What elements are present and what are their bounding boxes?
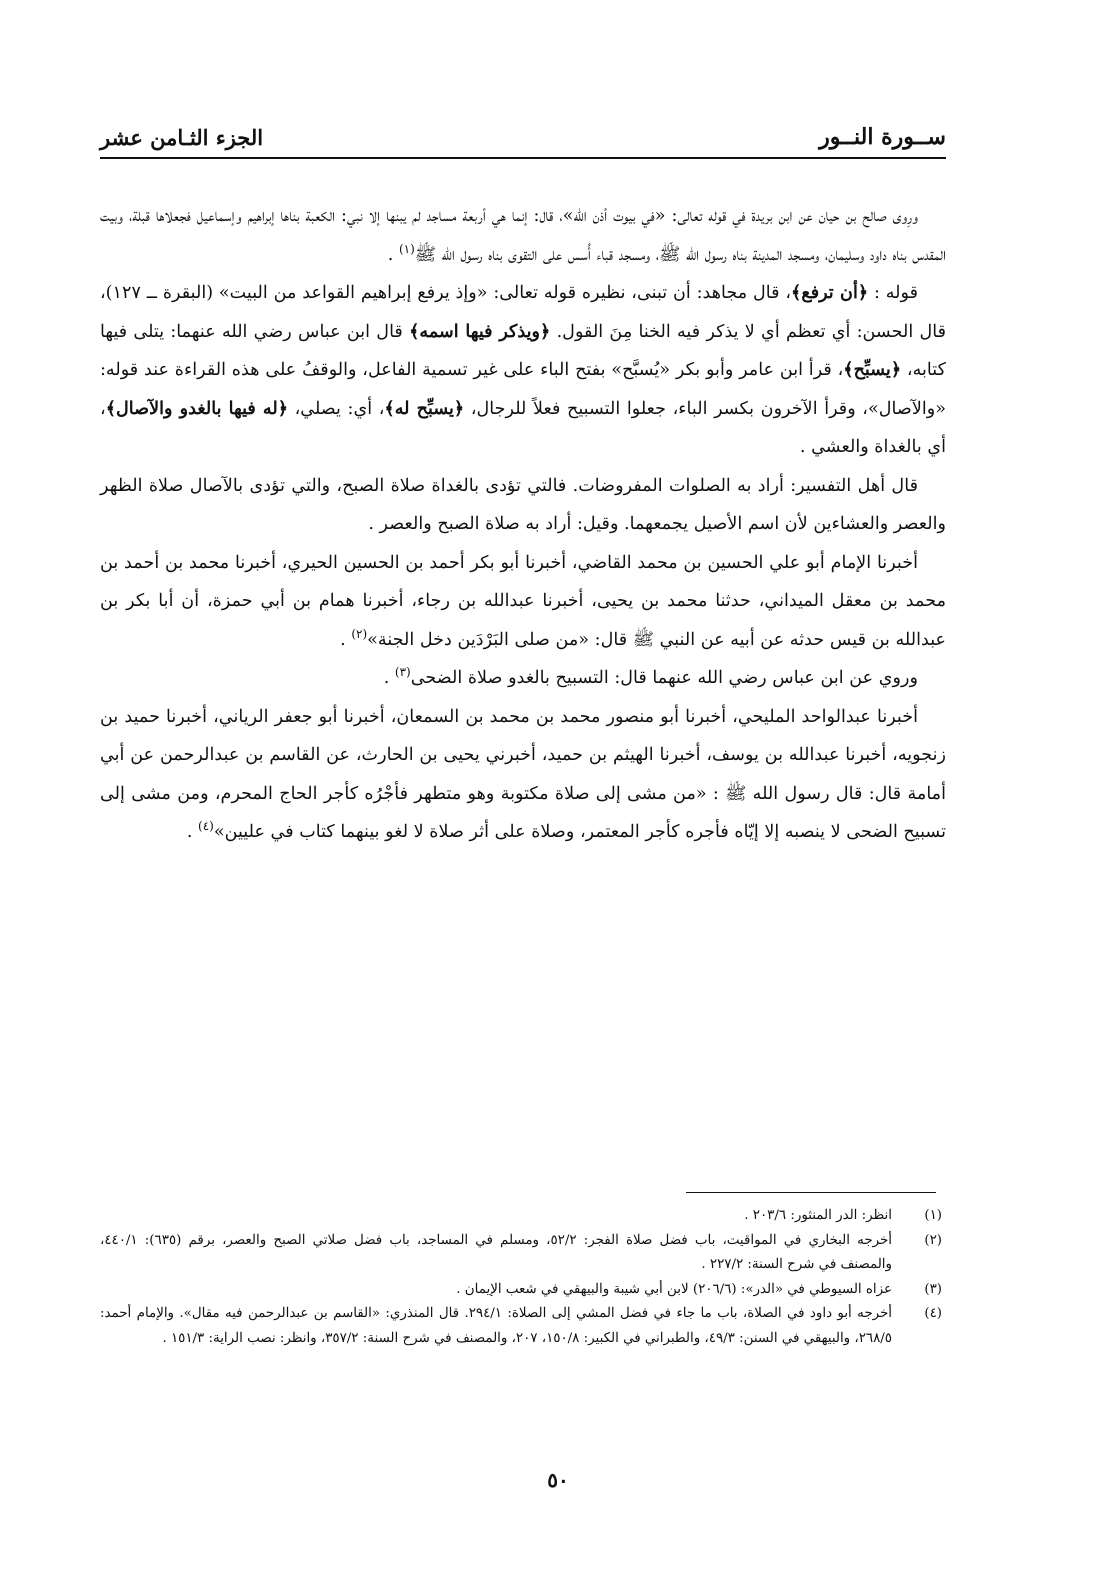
footnote-ref: (٢) — [351, 626, 368, 641]
footnote-3 — [100, 1278, 946, 1303]
text-run: ، قال مجاهد: أن تبنى، نظيره قوله تعالى: «وإذ يرفع إبراهيم القواعد من البيت» (البقرة ــ ١٢٧)، قال الحسن: أي تعظم أي لا يذكر فيه الخنا مِنَ القول. — [100, 283, 946, 342]
footnote-number: (٤) — [924, 1306, 942, 1321]
text-run: وروي عن ابن عباس رضي الله عنهما قال: التسبيح بالغدو صلاة الضحى — [410, 668, 918, 688]
part-title: الجزء الثـامن عشر — [100, 125, 264, 150]
surah-title: ســورة النــور — [819, 124, 946, 150]
text-run: . — [186, 822, 199, 842]
text-run: قوله : — [868, 283, 919, 303]
footnote-ref: (٤) — [198, 819, 214, 834]
text-run: ، أي بالغداة والعشي . — [100, 398, 946, 457]
text-run: . — [383, 668, 395, 688]
paragraph-1 — [100, 197, 946, 274]
footnote-text: عزاه السيوطي في «الدر»: (٢٠٦/٦) لابن أبي شيبة والبيهقي في شعب الإيمان . — [456, 1281, 892, 1297]
footnote-text: انظر: الدر المنثور: ٢٠٣/٦ . — [744, 1208, 892, 1223]
text-run: . — [387, 244, 399, 265]
text-run: أخبرنا عبدالواحد المليحي، أخبرنا أبو منصور محمد بن محمد بن السمعان، أخبرنا أبو جعفر الرياني، أخبرنا حميد بن زنجويه، أخبرنا عبدالله بن يوسف، أخبرنا الهيثم بن حميد، أخبرني يحيى بن الحارث، عن القاسم بن عبدالرحمن عن أبي أمامة قال: قال رسول الله ﷺ : «من مشى إلى صلاة مكتوبة وهو متطهر فأجْرُه كأجر الحاج المحرم، ومن مشى إلى تسبيح الضحى لا ينصبه إلا إيّاه فأجره كأجر المعتمر، وصلاة على أثر صلاة لا لغو بينهما كتاب في عليين» — [100, 706, 946, 842]
text-run: ، أي: يصلي، — [288, 398, 385, 419]
paragraph-5 — [100, 659, 946, 698]
footnote-ref: (١) — [398, 241, 415, 256]
page-header — [100, 100, 946, 150]
footnote-text: أخرجه البخاري في المواقيت، باب فضل صلاة الفجر: ٥٢/٢، ومسلم في المساجد، باب فضل صلاتي الصبح والعصر، برقم (٦٣٥): ٤٤٠/١، والمصنف في شرح السنة: ٢٢٧/٢ . — [100, 1232, 892, 1272]
text-run: أخبرنا الإمام أبو علي الحسين بن محمد القاضي، أخبرنا أبو بكر أحمد بن الحسين الحيري، أخبرنا محمد بن أحمد بن محمد بن معقل الميداني، حدثنا محمد بن يحيى، أخبرنا عبدالله بن رجاء، أخبرنا همام بن أبي حمزة، أن أبا بكر بن عبدالله بن قيس حدثه عن أبيه عن النبي ﷺ قال: «من صلى البَرْدَين دخل الجنة» — [100, 552, 946, 650]
text-run: قال ابن عباس رضي الله عنهما: يتلى فيها كتابه، — [100, 321, 946, 380]
quran-phrase: ﴿له فيها بالغدو والآصال﴾ — [105, 397, 289, 419]
quran-phrase: ﴿أن ترفع﴾ — [791, 282, 869, 303]
text-run: . — [340, 629, 352, 650]
footnote-divider — [686, 1192, 936, 1193]
text-run: ورِوى صالح بن حيان عن ابن بريدة في قوله تعالى: «في بيوت أذن الله»، قال: إنما هي أربعة مساجد لم يبنها إلا نبي: الكعبة بناها إبراهيم وإسماعيل فجعلاها قبلة، وبيت المقدس بناه داود وسليمان، ومسجد المدينة بناه رسول الله ﷺ، ومسجد قباء أُسس على التقوى بناه رسول الله ﷺ — [100, 206, 946, 265]
footnote-number: (١) — [924, 1208, 942, 1223]
text-run: ، قرأ ابن عامر وأبو بكر «يُسبَّح» بفتح الباء على غير تسمية الفاعل، والوقفُ على هذه القراءة عند قوله: «والآصال»، وقرأ الآخرون بكسر الباء، جعلوا التسبيح فعلاً للرجال، — [100, 360, 947, 419]
footnote-number: (٢) — [924, 1232, 942, 1248]
paragraph-2 — [100, 274, 946, 467]
footnote-1 — [100, 1204, 946, 1229]
footnote-4 — [100, 1302, 946, 1351]
quran-phrase: ﴿يسبِّح﴾ — [843, 359, 902, 380]
text-run: قال أهل التفسير: أراد به الصلوات المفروضات. فالتي تؤدى بالغداة صلاة الصبح، والتي تؤدى بالآصال صلاة الظهر والعصر والعشاءين لأن اسم الأصيل يجمعهما. وقيل: أراد به صلاة الصبح والعصر . — [100, 475, 946, 534]
header-divider — [100, 157, 946, 159]
footnote-2 — [100, 1229, 946, 1278]
page-number: ٥٠ — [547, 1468, 569, 1492]
footnote-number: (٣) — [924, 1281, 942, 1297]
quran-phrase: ﴿يسبِّح له﴾ — [384, 397, 465, 419]
paragraph-3 — [100, 467, 946, 544]
paragraph-6 — [100, 698, 946, 852]
footnote-ref: (٣) — [394, 665, 411, 680]
footnotes — [100, 1204, 946, 1351]
main-text — [100, 197, 946, 852]
quran-phrase: ﴿ويذكر فيها اسمه﴾ — [409, 320, 551, 342]
paragraph-4 — [100, 544, 946, 660]
footnote-text: أخرجه أبو داود في الصلاة، باب ما جاء في فضل المشي إلى الصلاة: ٢٩٤/١. قال المنذري: «القاسم بن عبدالرحمن فيه مقال». والإمام أحمد: ٢٦٨/٥، والبيهقي في السنن: ٤٩/٣، والطبراني في الكبير: ١٥٠/٨، ٢٠٧، والمصنف في شرح السنة: ٣٥٧/٢، وانظر: نصب الراية: ١٥١/٣ . — [100, 1306, 892, 1346]
